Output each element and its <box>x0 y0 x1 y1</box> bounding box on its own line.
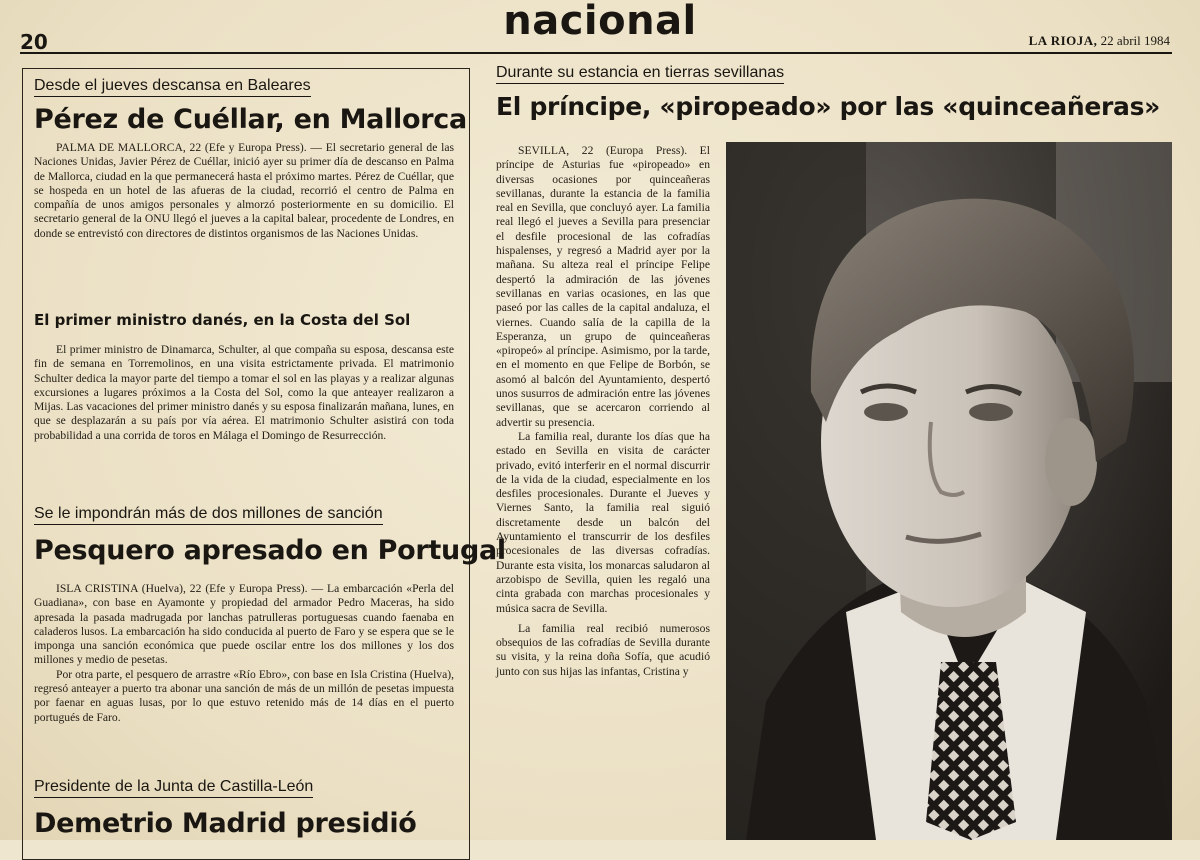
story1-headline: Pérez de Cuéllar, en Mallorca <box>34 104 467 135</box>
issue-date: 22 abril 1984 <box>1100 33 1170 48</box>
story3-headline: Pesquero apresado en Portugal <box>34 535 506 566</box>
paper-name: LA RIOJA, <box>1028 33 1098 48</box>
masthead-rule <box>20 52 1172 54</box>
story2-body <box>34 343 454 443</box>
story1-paragraph: PALMA DE MALLORCA, 22 (Efe y Europa Press). — El secretario general de las Naciones Unidas, Javier Pérez de Cuéllar, inició ayer su primer día de descanso en Palma de Mallorca, ciudad en la que permanecerá hasta el próximo martes. Pérez de Cuéllar, que se hospeda en un hotel de las afueras de la ciudad, recorrió el centro de Palma en compañía de unos amigos personales y almorzó posteriormente en su domicilio. El secretario general de la ONU llegó el jueves a la capital balear, procedente de Londres, en donde se entrevistó con directores de distintos organismos de las Naciones Unidas. <box>34 141 454 240</box>
story4-headline: Demetrio Madrid presidió <box>34 808 417 839</box>
portrait-illustration <box>726 142 1172 840</box>
right-story-body <box>496 144 710 679</box>
right-story-paragraph-2: La familia real, durante los días que ha estado en Sevilla en visita de carácter privado, evitó interferir en el normal discurrir de la vida de la ciudad, especialmente en los desfiles procesionales. Durante el Jueves y Viernes Santo, la familia real siguió discretamente desde un balcón del Ayuntamiento el transcurrir de los desfiles procesionales de las diversas cofradías. Durante esta visita, los monarcas saludaron al arzobispo de Sevilla, quien les regaló una cinta grabada con marchas procesionales y música sacra de Sevilla. <box>496 429 710 615</box>
right-story-paragraph-1: SEVILLA, 22 (Europa Press). El príncipe de Asturias fue «piropeado» en diversas ocasiones por quinceañeras sevillanas, durante la estancia de la familia real en Sevilla, que concluyó ayer. La familia real llegó el jueves a Sevilla para presenciar el desfile procesional de las cofradías hispalenses, y regresó a Madrid ayer por la mañana. Su alteza real el príncipe Felipe despertó la admiración de las jóvenes sevillanas en varias ocasiones, en las que paseó por las calles de la capital andaluza, el viernes. Cuando salía de la capilla de la Esperanza, un grupo de quinceañeras «piropeó» al príncipe. Asimismo, por la tarde, en el momento en que Felipe de Borbón, se asomó al balcón del Ayuntamiento, despertó unos susurros de admiración entre las jóvenes sevillanas, que se acercaron corriendo al advertir su presencia. <box>496 144 710 429</box>
masthead <box>0 0 1200 52</box>
right-story-kicker: Durante su estancia en tierras sevillanas <box>496 64 784 84</box>
story1-kicker: Desde el jueves descansa en Baleares <box>34 77 311 97</box>
story1-body <box>34 141 454 241</box>
section-title: nacional <box>503 0 697 44</box>
portrait-photo-icon <box>726 142 1172 840</box>
story3-paragraph-1: ISLA CRISTINA (Huelva), 22 (Efe y Europa Press). — La embarcación «Perla del Guadiana», con base en Ayamonte y propiedad del armador Pedro Maceras, ha sido apresada la pasada madrugada por lanchas patrulleras portuguesas cuando faenaba en caladeros lusos. La embarcación ha sido conducida al puerto de Faro y se espera que se le imponga una sanción económica que puede oscilar entre los dos millones y los dos millones y medio de pesetas. <box>34 582 454 667</box>
story3-kicker: Se le impondrán más de dos millones de sanción <box>34 505 383 525</box>
right-story-paragraph-3: La familia real recibió numerosos obsequios de las cofradías de Sevilla durante su visita, y la reina doña Sofía, que acudió junto con sus hijas las infantas, Cristina y <box>496 621 710 678</box>
paper-date-line <box>1029 33 1170 49</box>
story2-paragraph: El primer ministro de Dinamarca, Schulter, al que compaña su esposa, descansa este fin de semana en Torremolinos, en una visita estrictamente privada. El matrimonio Schulter dedica la mayor parte del tiempo a tomar el sol en las playas y a realizar algunas excursiones a lugares próximos a la Costa del Sol, como la que anteayer realizaron a Mijas. Las vacaciones del primer ministro danés y su esposa finalizarán mañana, lunes, en que se desplazarán a su país por vía aérea. El matrimonio Schulter asistirá con toda probabilidad a una corrida de toros en Málaga el Domingo de Resurrección. <box>34 343 454 442</box>
story2-subhead: El primer ministro danés, en la Costa del Sol <box>34 311 411 329</box>
right-story-headline: El príncipe, «piropeado» por las «quinceañeras» <box>496 92 1161 121</box>
story3-paragraph-2: Por otra parte, el pesquero de arrastre «Río Ebro», con base en Isla Cristina (Huelva), regresó anteayer a puerto tra abonar una sanción de más de un millón de pesetas impuesta por faenar en aguas lusas, por lo que estuvo retenido más de 14 días en el puerto portugués de Faro. <box>34 667 454 724</box>
story4-kicker: Presidente de la Junta de Castilla-León <box>34 778 313 798</box>
story3-body <box>34 582 454 725</box>
page-number: 20 <box>20 30 48 54</box>
